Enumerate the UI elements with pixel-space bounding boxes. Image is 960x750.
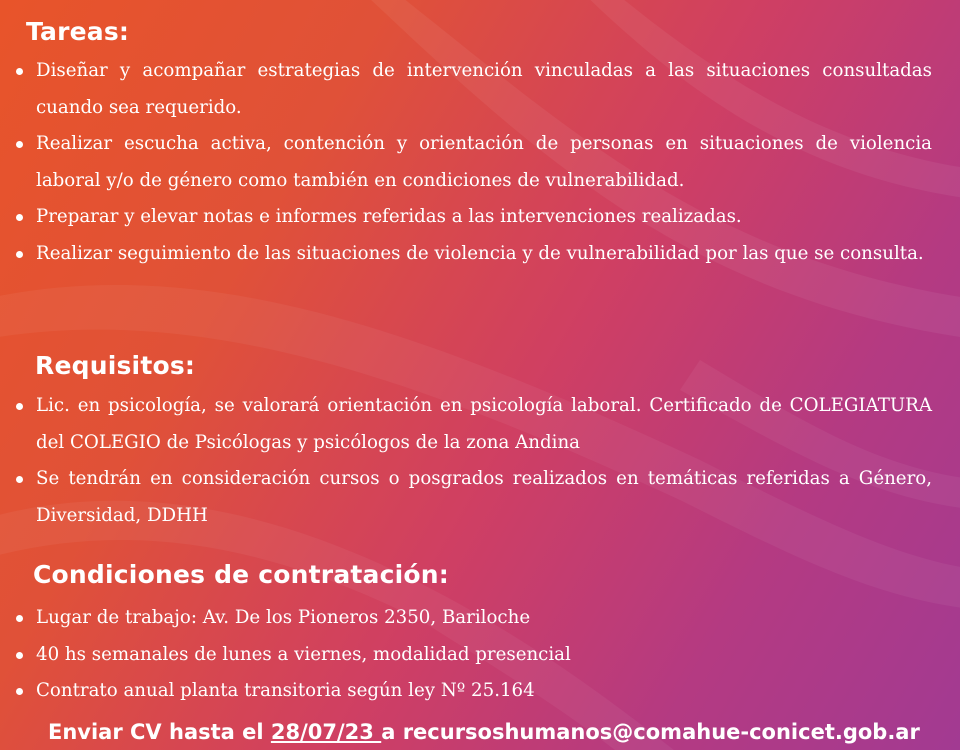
deadline-date: 28/07/23: [270, 720, 382, 744]
contact-email[interactable]: a recursoshumanos@comahue-conicet.gob.ar: [381, 720, 920, 744]
list-item: Preparar y elevar notas e informes referidas a las intervenciones realizadas.: [14, 199, 932, 236]
condiciones-heading: Condiciones de contratación:: [33, 560, 449, 589]
list-item: 40 hs semanales de lunes a viernes, modalidad presencial: [14, 637, 932, 674]
footer-prefix: Enviar CV hasta el: [48, 720, 271, 744]
list-item: Realizar seguimiento de las situaciones de violencia y de vulnerabilidad por las que se consulta.: [14, 236, 932, 273]
tareas-heading: Tareas:: [26, 17, 130, 46]
list-item: Lugar de trabajo: Av. De los Pioneros 2350, Bariloche: [14, 600, 932, 637]
list-item: Realizar escucha activa, contención y orientación de personas en situaciones de violencia laboral y/o de género como también en condiciones de vulnerabilidad.: [14, 126, 932, 199]
list-item: Contrato anual planta transitoria según ley Nº 25.164: [14, 673, 932, 710]
condiciones-list: [14, 600, 932, 710]
list-item: Lic. en psicología, se valorará orientación en psicología laboral. Certificado de COLEGIATURA del COLEGIO de Psicólogas y psicólogos de la zona Andina: [14, 388, 932, 461]
list-item: Se tendrán en consideración cursos o posgrados realizados en temáticas referidas a Género, Diversidad, DDHH: [14, 461, 932, 534]
requisitos-heading: Requisitos:: [35, 351, 196, 380]
tareas-list: [14, 53, 932, 272]
footer-contact: [48, 720, 920, 744]
list-item: Diseñar y acompañar estrategias de intervención vinculadas a las situaciones consultadas cuando sea requerido.: [14, 53, 932, 126]
requisitos-list: [14, 388, 932, 534]
